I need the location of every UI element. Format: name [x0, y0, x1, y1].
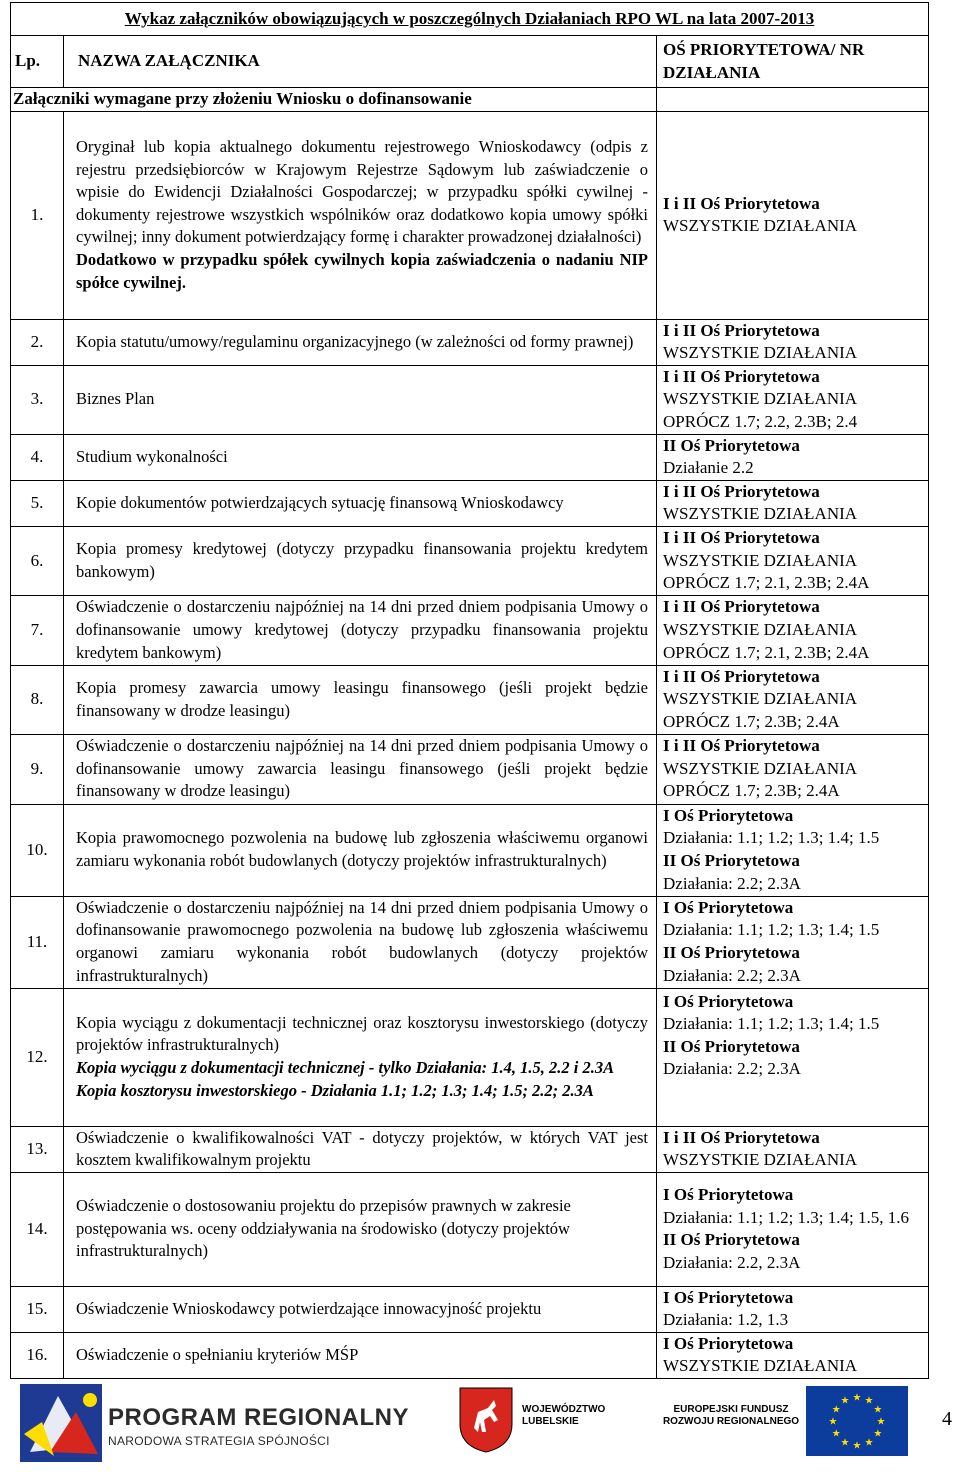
eu-star-icon: ★ — [840, 1437, 850, 1449]
attachment-name: Biznes Plan — [64, 365, 657, 434]
attachment-bold-note: Dodatkowo w przypadku spółek cywilnych kopia zaświadczenia o nadaniu NIP spółce cywilnej. — [76, 249, 648, 292]
attachment-text: Kopia wyciągu z dokumentacji technicznej oraz kosztorysu inwestorskiego (dotyczy projektów infrastrukturalnych) — [76, 1012, 648, 1055]
exception-line: OPRÓCZ 1.7; 2.3B; 2.4A — [663, 711, 840, 731]
priority-axis — [657, 734, 929, 804]
attachment-italic-note: Kopia wyciągu z dokumentacji technicznej - tylko Działania: 1.4, 1.5, 2.2 i 2.3A — [76, 1058, 615, 1077]
action-line: WSZYSTKIE DZIAŁANIA — [663, 504, 858, 524]
action-line: WSZYSTKIE DZIAŁANIA — [663, 216, 858, 236]
axis-line: I i II Oś Priorytetowa — [663, 597, 820, 617]
action-line: Działania: 2.2, 2.3A — [663, 1252, 801, 1272]
table-row — [11, 1286, 929, 1332]
program-title: PROGRAM REGIONALNY — [108, 1404, 410, 1431]
voivodeship-line2: LUBELSKIE — [522, 1416, 579, 1427]
eu-star-icon: ★ — [831, 1404, 841, 1416]
attachment-name: Oświadczenie o spełnianiu kryteriów MŚP — [64, 1332, 657, 1378]
attachment-text: Oryginał lub kopia aktualnego dokumentu rejestrowego Wnioskodawcy (odpis z rejestru przedsiębiorców w Krajowym Rejestrze Sądowym lub zaświadczenie o wpisie do Ewidencji Działalności Gospodarczej; w przypadku spółki cywilnej - dokumenty rejestrowe wszystkich wspólników oraz dodatkowo kopia umowy spółki cywilnej; inny dokument potwierdzający formę i charakter prowadzonej działalności) — [76, 137, 648, 247]
row-number: 7. — [11, 595, 64, 665]
action-line: WSZYSTKIE DZIAŁANIA — [663, 758, 858, 778]
action-line: WSZYSTKIE DZIAŁANIA — [663, 1356, 858, 1376]
table-row — [11, 595, 929, 665]
attachment-name: Kopia statutu/umowy/regulaminu organizacyjnego (w zależności od formy prawnej) — [64, 319, 657, 365]
table-row — [11, 665, 929, 734]
action-line: Działania: 2.2; 2.3A — [663, 873, 801, 893]
attachment-name: Oświadczenie o dostarczeniu najpóźniej na 14 dni przed dniem podpisania Umowy o dofinansowanie prawomocnego pozwolenia na budowę lub zgłoszenia właściwemu organowi zamiaru wykonania robót budowlanych (dotyczy projektów infrastrukturalnych) — [64, 896, 657, 988]
exception-line: OPRÓCZ 1.7; 2.1, 2.3B; 2.4A — [663, 642, 870, 662]
row-number: 1. — [11, 111, 64, 319]
attachment-name: Oświadczenie o dostarczeniu najpóźniej na 14 dni przed dniem podpisania Umowy o dofinansowanie umowy zawarcia leasingu finansowego (jeśli projekt będzie finansowany w drodze leasingu) — [64, 734, 657, 804]
priority-axis — [657, 1126, 929, 1172]
action-line: Działania: 1.1; 1.2; 1.3; 1.4; 1.5, 1.6 — [663, 1207, 909, 1227]
axis-line: I i II Oś Priorytetowa — [663, 366, 820, 386]
row-number: 6. — [11, 526, 64, 595]
attachment-name: Studium wykonalności — [64, 434, 657, 480]
erdf-line1: EUROPEJSKI FUNDUSZ — [673, 1404, 789, 1415]
row-number: 16. — [11, 1332, 64, 1378]
priority-axis — [657, 365, 929, 434]
eu-star-icon: ★ — [873, 1428, 883, 1440]
row-number: 9. — [11, 734, 64, 804]
header-lp: Lp. — [11, 36, 64, 88]
axis-line: II Oś Priorytetowa — [663, 1230, 800, 1250]
voivodeship-line1: WOJEWÓDZTWO — [522, 1404, 606, 1415]
action-line: Działania: 2.2; 2.3A — [663, 1059, 801, 1079]
header-os: OŚ PRIORYTETOWA/ NR DZIAŁANIA — [657, 36, 929, 88]
action-line: Działanie 2.2 — [663, 458, 754, 478]
axis-line: I Oś Priorytetowa — [663, 1185, 794, 1204]
action-line: Działania: 1.1; 1.2; 1.3; 1.4; 1.5 — [663, 828, 880, 848]
action-line: Działania: 1.1; 1.2; 1.3; 1.4; 1.5 — [663, 1014, 880, 1034]
row-number: 10. — [11, 804, 64, 896]
axis-line: II Oś Priorytetowa — [663, 1036, 800, 1056]
axis-line: I i II Oś Priorytetowa — [663, 193, 820, 213]
page-number: 4 — [942, 1408, 952, 1430]
priority-axis — [657, 111, 929, 319]
table-row — [11, 804, 929, 896]
attachments-table — [10, 2, 929, 1379]
action-line: Działania: 1.2, 1.3 — [663, 1310, 789, 1330]
eu-star-icon: ★ — [864, 1437, 874, 1449]
erdf-line2: ROZWOJU REGIONALNEGO — [662, 1416, 800, 1427]
row-number: 14. — [11, 1172, 64, 1286]
row-number: 8. — [11, 665, 64, 734]
document-title: Wykaz załączników obowiązujących w poszczególnych Działaniach RPO WL na lata 2007-2013 — [11, 3, 929, 36]
table-row — [11, 319, 929, 365]
table-row — [11, 734, 929, 804]
axis-line: I i II Oś Priorytetowa — [663, 666, 820, 686]
action-line: WSZYSTKIE DZIAŁANIA — [663, 619, 858, 639]
action-line: Działania: 2.2; 2.3A — [663, 965, 801, 985]
attachment-name: Oświadczenie o dostarczeniu najpóźniej na 14 dni przed dniem podpisania Umowy o dofinansowanie umowy kredytowej (dotyczy przypadku finansowania projektu kredytem bankowym) — [64, 595, 657, 665]
axis-line: I Oś Priorytetowa — [663, 897, 794, 917]
eu-star-icon: ★ — [864, 1395, 874, 1407]
row-number: 4. — [11, 434, 64, 480]
eu-star-icon: ★ — [840, 1395, 850, 1407]
attachment-name — [64, 111, 657, 319]
priority-axis — [657, 988, 929, 1126]
axis-line: I Oś Priorytetowa — [663, 1287, 794, 1307]
table-row — [11, 896, 929, 988]
program-subtitle: NARODOWA STRATEGIA SPÓJNOŚCI — [108, 1434, 330, 1448]
eu-star-icon: ★ — [852, 1440, 862, 1452]
table-row — [11, 480, 929, 526]
action-line: WSZYSTKIE DZIAŁANIA — [663, 689, 858, 709]
priority-axis — [657, 896, 929, 988]
axis-line: I Oś Priorytetowa — [663, 805, 794, 825]
table-row — [11, 988, 929, 1126]
axis-line: I Oś Priorytetowa — [663, 1333, 794, 1353]
priority-axis — [657, 804, 929, 896]
priority-axis — [657, 595, 929, 665]
attachment-name — [64, 988, 657, 1126]
attachment-name: Kopia promesy kredytowej (dotyczy przypadku finansowania projektu kredytem bankowym) — [64, 526, 657, 595]
axis-line: I i II Oś Priorytetowa — [663, 527, 820, 547]
row-number: 5. — [11, 480, 64, 526]
action-line: WSZYSTKIE DZIAŁANIA — [663, 389, 858, 409]
voivodeship-label — [522, 1404, 605, 1428]
attachment-name: Kopia prawomocnego pozwolenia na budowę lub zgłoszenia właściwemu organowi zamiaru wykonania robót budowlanych (dotyczy projektów infrastrukturalnych) — [64, 804, 657, 896]
axis-line: I i II Oś Priorytetowa — [663, 481, 820, 501]
priority-axis — [657, 1172, 929, 1286]
header-name: NAZWA ZAŁĄCZNIKA — [64, 36, 657, 88]
priority-axis — [657, 1332, 929, 1378]
eu-star-icon: ★ — [873, 1404, 883, 1416]
table-row — [11, 365, 929, 434]
row-number: 3. — [11, 365, 64, 434]
priority-axis — [657, 319, 929, 365]
footer-logos — [0, 1378, 960, 1478]
lubelskie-coat-of-arms-icon — [458, 1386, 514, 1454]
attachment-name: Kopie dokumentów potwierdzających sytuację finansową Wnioskodawcy — [64, 480, 657, 526]
exception-line: OPRÓCZ 1.7; 2.1, 2.3B; 2.4A — [663, 573, 870, 593]
table-row — [11, 111, 929, 319]
table-row — [11, 1126, 929, 1172]
eu-flag-icon — [806, 1386, 908, 1456]
axis-line: I i II Oś Priorytetowa — [663, 736, 820, 756]
row-number: 11. — [11, 896, 64, 988]
priority-axis — [657, 665, 929, 734]
attachment-list-page — [10, 2, 928, 1379]
row-number: 15. — [11, 1286, 64, 1332]
priority-axis — [657, 526, 929, 595]
eu-star-icon: ★ — [876, 1416, 886, 1428]
section-heading: Załączniki wymagane przy złożeniu Wniosku o dofinansowanie — [11, 88, 657, 112]
exception-line: OPRÓCZ 1.7; 2.3B; 2.4A — [663, 781, 840, 801]
row-number: 13. — [11, 1126, 64, 1172]
table-row — [11, 434, 929, 480]
attachment-name: Oświadczenie o dostosowaniu projektu do przepisów prawnych w zakresie postępowania ws. oceny oddziaływania na środowisko (dotyczy projektów infrastrukturalnych) — [64, 1172, 657, 1286]
table-row — [11, 1332, 929, 1378]
attachment-italic-note: Kopia kosztorysu inwestorskiego - Działania 1.1; 1.2; 1.3; 1.4; 1.5; 2.2; 2.3A — [76, 1080, 594, 1100]
attachment-name: Oświadczenie Wnioskodawcy potwierdzające innowacyjność projektu — [64, 1286, 657, 1332]
table-row — [11, 526, 929, 595]
exception-line: OPRÓCZ 1.7; 2.2, 2.3B; 2.4 — [663, 411, 858, 431]
attachment-name: Oświadczenie o kwalifikowalności VAT - dotyczy projektów, w których VAT jest kosztem kwalifikowalnym projektu — [64, 1126, 657, 1172]
row-number: 12. — [11, 988, 64, 1126]
table-row — [11, 1172, 929, 1286]
eu-star-icon: ★ — [831, 1428, 841, 1440]
row-number: 2. — [11, 319, 64, 365]
erdf-label — [662, 1404, 800, 1428]
axis-line: II Oś Priorytetowa — [663, 435, 800, 455]
priority-axis — [657, 434, 929, 480]
action-line: WSZYSTKIE DZIAŁANIA — [663, 1150, 858, 1170]
priority-axis — [657, 480, 929, 526]
eu-star-icon: ★ — [852, 1392, 862, 1404]
action-line: Działania: 1.1; 1.2; 1.3; 1.4; 1.5 — [663, 920, 880, 940]
priority-axis — [657, 1286, 929, 1332]
axis-line: I i II Oś Priorytetowa — [663, 1127, 820, 1147]
axis-line: I Oś Priorytetowa — [663, 991, 794, 1011]
action-line: WSZYSTKIE DZIAŁANIA — [663, 343, 858, 363]
axis-line: I i II Oś Priorytetowa — [663, 320, 820, 340]
eu-star-icon: ★ — [828, 1416, 838, 1428]
axis-line: II Oś Priorytetowa — [663, 943, 800, 962]
attachment-name: Kopia promesy zawarcia umowy leasingu finansowego (jeśli projekt będzie finansowany w drodze leasingu) — [64, 665, 657, 734]
axis-line: II Oś Priorytetowa — [663, 851, 800, 870]
action-line: WSZYSTKIE DZIAŁANIA — [663, 550, 858, 570]
